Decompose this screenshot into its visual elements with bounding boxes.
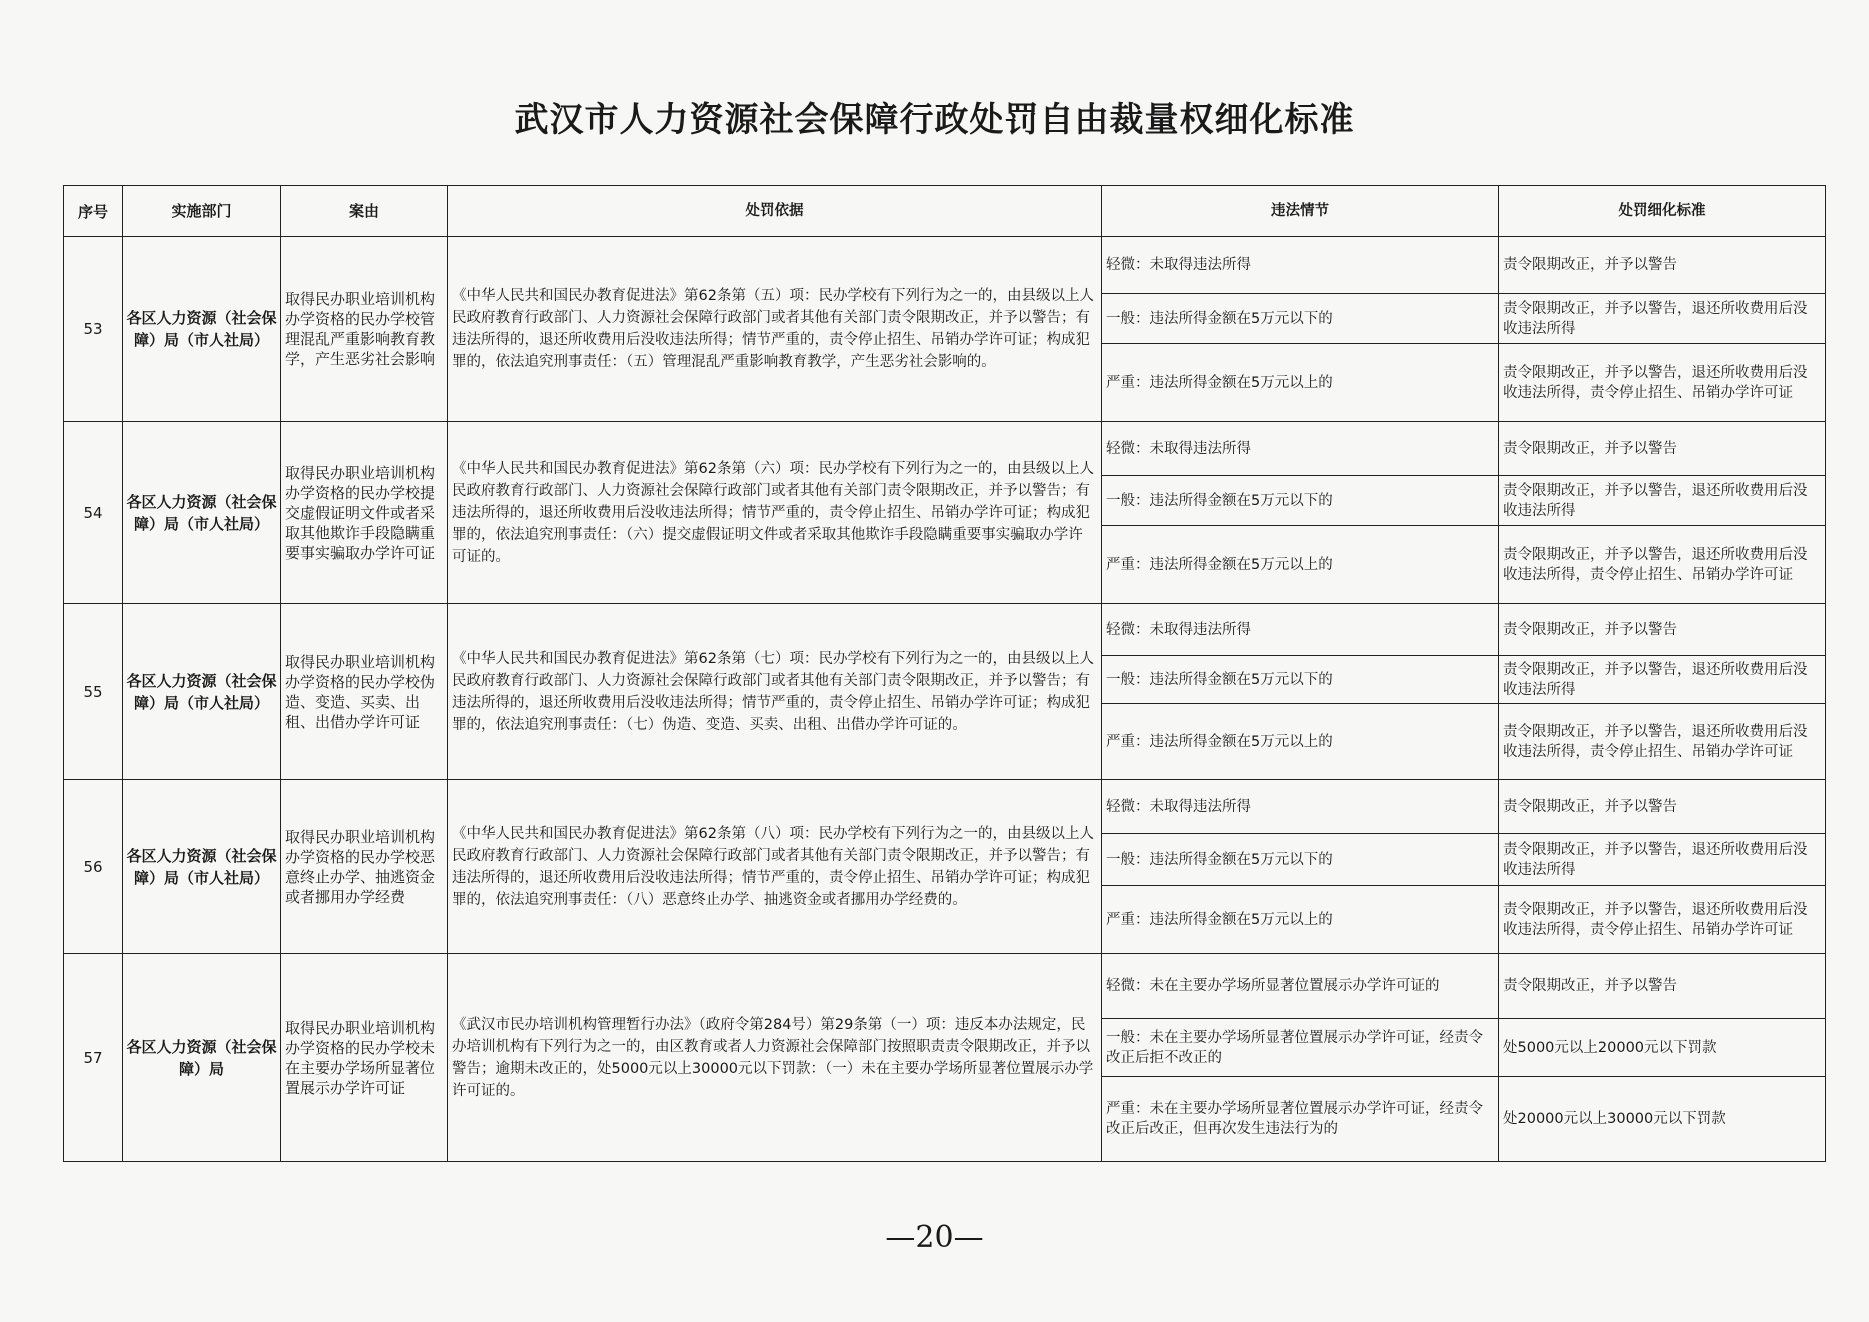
cell-standard: 处5000元以上20000元以下罚款 [1499,1019,1826,1077]
cell-dept: 各区人力资源（社会保障）局（市人社局） [123,604,281,780]
cell-situation: 一般：违法所得金额在5万元以下的 [1102,294,1499,344]
header-situation: 违法情节 [1102,186,1499,237]
cell-situation: 一般：未在主要办学场所显著位置展示办学许可证，经责令改正后拒不改正的 [1102,1019,1499,1077]
cell-situation: 严重：违法所得金额在5万元以上的 [1102,886,1499,954]
cell-situation: 一般：违法所得金额在5万元以下的 [1102,476,1499,526]
cell-situation: 严重：违法所得金额在5万元以上的 [1102,526,1499,604]
cell-situation: 严重：未在主要办学场所显著位置展示办学许可证，经责令改正后改正，但再次发生违法行为的 [1102,1077,1499,1162]
cell-standard: 责令限期改正，并予以警告，退还所收费用后没收违法所得 [1499,294,1826,344]
cell-case: 取得民办职业培训机构办学资格的民办学校伪造、变造、买卖、出租、出借办学许可证 [281,604,448,780]
header-standard: 处罚细化标准 [1499,186,1826,237]
cell-standard: 责令限期改正，并予以警告 [1499,422,1826,476]
cell-case: 取得民办职业培训机构办学资格的民办学校提交虚假证明文件或者采取其他欺诈手段隐瞒重要事实骗取办学许可证 [281,422,448,604]
cell-situation: 一般：违法所得金额在5万元以下的 [1102,656,1499,704]
cell-basis: 《武汉市民办培训机构管理暂行办法》（政府令第284号）第29条第（一）项：违反本办法规定，民办培训机构有下列行为之一的，由区教育或者人力资源社会保障部门按照职责责令限期改正，并予以警告；逾期未改正的，处5000元以上30000元以下罚款：（一）未在主要办学场所显著位置展示办学许可证的。 [448,954,1102,1162]
table-row [64,780,1826,834]
page-number: —20— [885,1220,984,1255]
cell-situation: 轻微：未取得违法所得 [1102,422,1499,476]
cell-standard: 责令限期改正，并予以警告 [1499,237,1826,294]
cell-situation: 严重：违法所得金额在5万元以上的 [1102,704,1499,780]
cell-basis: 《中华人民共和国民办教育促进法》第62条第（七）项：民办学校有下列行为之一的，由县级以上人民政府教育行政部门、人力资源社会保障行政部门或者其他有关部门责令限期改正，并予以警告；有违法所得的，退还所收费用后没收违法所得；情节严重的，责令停止招生、吊销办学许可证；构成犯罪的，依法追究刑事责任：（七）伪造、变造、买卖、出租、出借办学许可证的。 [448,604,1102,780]
cell-standard: 责令限期改正，并予以警告 [1499,954,1826,1019]
table-row [64,422,1826,476]
cell-standard: 责令限期改正，并予以警告，退还所收费用后没收违法所得 [1499,656,1826,704]
cell-standard: 责令限期改正，并予以警告，退还所收费用后没收违法所得，责令停止招生、吊销办学许可证 [1499,526,1826,604]
cell-situation: 轻微：未在主要办学场所显著位置展示办学许可证的 [1102,954,1499,1019]
header-basis: 处罚依据 [448,186,1102,237]
header-case: 案由 [281,186,448,237]
cell-no: 53 [64,237,123,422]
cell-no: 55 [64,604,123,780]
table-header-row [64,186,1826,237]
cell-standard: 责令限期改正，并予以警告，退还所收费用后没收违法所得 [1499,476,1826,526]
cell-standard: 处20000元以上30000元以下罚款 [1499,1077,1826,1162]
cell-standard: 责令限期改正，并予以警告 [1499,780,1826,834]
cell-standard: 责令限期改正，并予以警告，退还所收费用后没收违法所得，责令停止招生、吊销办学许可证 [1499,344,1826,422]
penalty-standards-table [63,185,1826,1162]
cell-standard: 责令限期改正，并予以警告，退还所收费用后没收违法所得，责令停止招生、吊销办学许可证 [1499,886,1826,954]
cell-case: 取得民办职业培训机构办学资格的民办学校未在主要办学场所显著位置展示办学许可证 [281,954,448,1162]
header-dept: 实施部门 [123,186,281,237]
cell-no: 54 [64,422,123,604]
cell-dept: 各区人力资源（社会保障）局（市人社局） [123,237,281,422]
cell-situation: 轻微：未取得违法所得 [1102,237,1499,294]
cell-dept: 各区人力资源（社会保障）局（市人社局） [123,780,281,954]
document-title: 武汉市人力资源社会保障行政处罚自由裁量权细化标准 [514,100,1355,140]
cell-situation: 严重：违法所得金额在5万元以上的 [1102,344,1499,422]
cell-no: 56 [64,780,123,954]
cell-situation: 轻微：未取得违法所得 [1102,604,1499,656]
cell-standard: 责令限期改正，并予以警告 [1499,604,1826,656]
table-row [64,237,1826,294]
cell-no: 57 [64,954,123,1162]
cell-basis: 《中华人民共和国民办教育促进法》第62条第（六）项：民办学校有下列行为之一的，由县级以上人民政府教育行政部门、人力资源社会保障行政部门或者其他有关部门责令限期改正，并予以警告；有违法所得的，退还所收费用后没收违法所得；情节严重的，责令停止招生、吊销办学许可证；构成犯罪的，依法追究刑事责任：（六）提交虚假证明文件或者采取其他欺诈手段隐瞒重要事实骗取办学许可证的。 [448,422,1102,604]
cell-situation: 轻微：未取得违法所得 [1102,780,1499,834]
cell-case: 取得民办职业培训机构办学资格的民办学校管理混乱严重影响教育教学，产生恶劣社会影响 [281,237,448,422]
cell-standard: 责令限期改正，并予以警告，退还所收费用后没收违法所得，责令停止招生、吊销办学许可证 [1499,704,1826,780]
cell-situation: 一般：违法所得金额在5万元以下的 [1102,834,1499,886]
cell-basis: 《中华人民共和国民办教育促进法》第62条第（五）项：民办学校有下列行为之一的，由县级以上人民政府教育行政部门、人力资源社会保障行政部门或者其他有关部门责令限期改正，并予以警告；有违法所得的，退还所收费用后没收违法所得；情节严重的，责令停止招生、吊销办学许可证；构成犯罪的，依法追究刑事责任：（五）管理混乱严重影响教育教学，产生恶劣社会影响的。 [448,237,1102,422]
table-row [64,954,1826,1019]
header-no: 序号 [64,186,123,237]
table-row [64,604,1826,656]
cell-basis: 《中华人民共和国民办教育促进法》第62条第（八）项：民办学校有下列行为之一的，由县级以上人民政府教育行政部门、人力资源社会保障行政部门或者其他有关部门责令限期改正，并予以警告；有违法所得的，退还所收费用后没收违法所得；情节严重的，责令停止招生、吊销办学许可证；构成犯罪的，依法追究刑事责任：（八）恶意终止办学、抽逃资金或者挪用办学经费的。 [448,780,1102,954]
cell-standard: 责令限期改正，并予以警告，退还所收费用后没收违法所得 [1499,834,1826,886]
cell-case: 取得民办职业培训机构办学资格的民办学校恶意终止办学、抽逃资金或者挪用办学经费 [281,780,448,954]
cell-dept: 各区人力资源（社会保障）局 [123,954,281,1162]
cell-dept: 各区人力资源（社会保障）局（市人社局） [123,422,281,604]
